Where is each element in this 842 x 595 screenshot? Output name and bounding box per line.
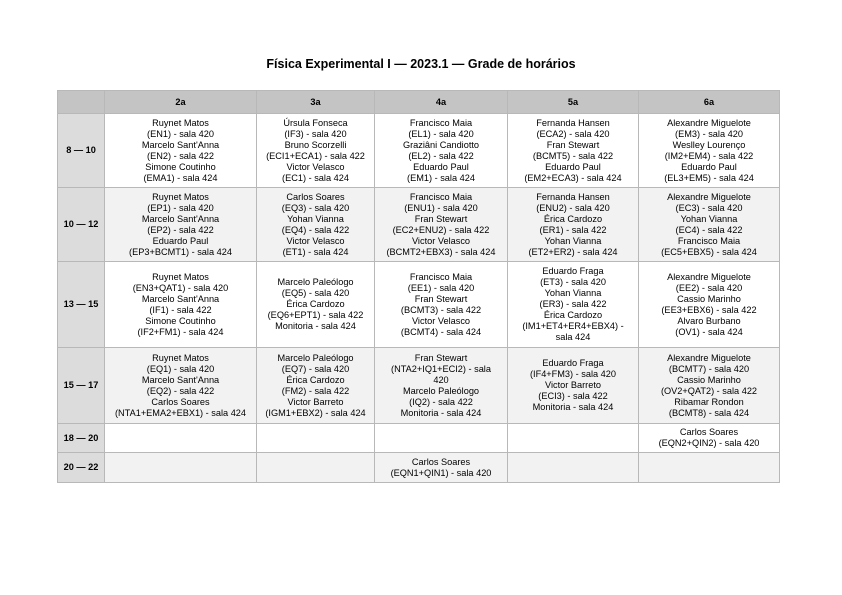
time-slot-row	[58, 424, 780, 453]
class-entry-line: Marcelo Sant'Anna	[141, 139, 220, 150]
schedule-cell	[375, 262, 508, 348]
class-entry-line: (IM1+ET4+ER4+EBX4) -	[522, 321, 624, 331]
schedule-cell	[105, 453, 257, 483]
class-entry-line: (IGM1+EBX2) - sala 424	[265, 407, 366, 418]
class-entry-line: Victor Velasco	[411, 235, 471, 246]
class-entry-line: (EQ2) - sala 422	[146, 385, 215, 396]
time-slot-label: 10 — 12	[58, 188, 105, 262]
class-entry-line: (BCMT4) - sala 424	[400, 326, 482, 337]
class-entry-line: (EC2+ENU2) - sala 422	[392, 224, 490, 235]
schedule-cell	[508, 424, 639, 453]
class-entry-line: (EM1) - sala 424	[407, 172, 475, 183]
time-slot-row	[58, 188, 780, 262]
class-entry-line: (EN2) - sala 422	[147, 150, 214, 161]
schedule-cell	[508, 348, 639, 424]
class-entry-line: (IF2+FM1) - sala 424	[137, 326, 224, 337]
class-entry-line: (ER1) - sala 422	[539, 224, 607, 235]
schedule-table	[57, 90, 780, 483]
class-entry-line: (OV2+QAT2) - sala 422	[660, 385, 758, 396]
class-entry-line: Carlos Soares	[286, 191, 345, 202]
class-entry-line: (ER3) - sala 422	[539, 299, 607, 309]
time-slot-row	[58, 453, 780, 483]
time-slot-label: 15 — 17	[58, 348, 105, 424]
time-slot-row	[58, 114, 780, 188]
class-entry-line: Victor Velasco	[286, 235, 345, 246]
day-header: 6a	[639, 91, 780, 114]
class-entry-line: (EE3+EBX6) - sala 422	[661, 304, 757, 315]
class-entry-line: (NTA2+IQ1+ECI2) - sala	[391, 363, 491, 374]
class-entry-line: (EE1) - sala 420	[407, 282, 475, 293]
class-entry-line: (IQ2) - sala 422	[409, 396, 473, 407]
class-entry-line: Cassio Marinho	[677, 293, 741, 304]
class-entry-line: Ribamar Rondon	[674, 396, 744, 407]
day-header: 4a	[375, 91, 508, 114]
class-entry-line: (ET1) - sala 424	[282, 246, 349, 257]
class-entry-line: (ENU2) - sala 420	[536, 202, 610, 213]
class-entry-line: Fernanda Hansen	[536, 191, 610, 202]
schedule-cell	[105, 262, 257, 348]
class-entry-line: (BCMT8) - sala 424	[668, 407, 750, 418]
schedule-cell	[257, 348, 375, 424]
class-entry-line: Monitoria - sala 424	[275, 321, 356, 331]
class-entry-line: (EN3+QAT1) - sala 420	[132, 282, 229, 293]
schedule-cell	[375, 424, 508, 453]
schedule-cell	[375, 114, 508, 188]
class-entry-line: (BCMT3) - sala 422	[400, 304, 482, 315]
schedule-cell	[639, 348, 780, 424]
schedule-cell	[105, 348, 257, 424]
class-entry-line: (EQ7) - sala 420	[281, 363, 350, 374]
schedule-cell	[508, 262, 639, 348]
class-entry-line: (EM2+ECA3) - sala 424	[524, 172, 622, 183]
class-entry-line: (EL1) - sala 420	[408, 128, 474, 139]
class-entry-line: Victor Barreto	[287, 396, 344, 407]
class-entry-line: Weslley Lourenço	[672, 139, 746, 150]
day-header: 5a	[508, 91, 639, 114]
class-entry-line: Ruynet Matos	[152, 352, 209, 363]
header-row	[58, 91, 780, 114]
schedule-cell	[375, 348, 508, 424]
page-title: Física Experimental I — 2023.1 — Grade de horários	[266, 57, 576, 71]
class-entry-line: Fran Stewart	[546, 139, 600, 150]
class-entry-line: (EN1) - sala 420	[147, 128, 214, 139]
class-entry-line: Marcelo Paleólogo	[277, 277, 354, 287]
class-entry-line: Cassio Marinho	[677, 374, 741, 385]
class-entry-line: Marcelo Sant'Anna	[141, 293, 220, 304]
schedule-cell	[105, 424, 257, 453]
class-entry-line: Francisco Maia	[409, 271, 473, 282]
class-entry-line: (EC5+EBX5) - sala 424	[661, 246, 757, 257]
class-entry-line: Fran Stewart	[414, 293, 468, 304]
class-entry-line: Victor Velasco	[411, 315, 471, 326]
class-entry-line: Marcelo Sant'Anna	[141, 213, 220, 224]
class-entry-line: Eduardo Paul	[681, 161, 737, 172]
schedule-cell	[639, 262, 780, 348]
class-entry-line: Francisco Maia	[677, 235, 741, 246]
class-entry-line: Fran Stewart	[414, 213, 468, 224]
schedule-cell	[639, 114, 780, 188]
class-entry-line: (ECI1+ECA1) - sala 422	[266, 150, 365, 161]
class-entry-line: Monitoria - sala 424	[400, 407, 482, 418]
class-entry-line: (EC3) - sala 420	[675, 202, 743, 213]
class-entry-line: Alvaro Burbano	[677, 315, 741, 326]
class-entry-line: Érica Cardozo	[286, 374, 345, 385]
class-entry-line: Yohan Vianna	[287, 213, 344, 224]
class-entry-line: (IM2+EM4) - sala 422	[664, 150, 754, 161]
schedule-cell	[639, 188, 780, 262]
class-entry-line: (EE2) - sala 420	[675, 282, 743, 293]
class-entry-line: (EP1) - sala 420	[147, 202, 214, 213]
class-entry-line: (EQN2+QIN2) - sala 420	[658, 438, 760, 448]
class-entry-line: (EQ5) - sala 420	[281, 288, 350, 298]
class-entry-line: (ENU1) - sala 420	[404, 202, 478, 213]
class-entry-line: (EMA1) - sala 424	[143, 172, 218, 183]
schedule-cell	[508, 453, 639, 483]
schedule-cell	[375, 188, 508, 262]
class-entry-line: Bruno Scorzelli	[284, 139, 347, 150]
class-entry-line: Yohan Vianna	[680, 213, 738, 224]
time-slot-label: 13 — 15	[58, 262, 105, 348]
class-entry-line: Érica Cardozo	[543, 310, 603, 320]
class-entry-line: (EP3+BCMT1) - sala 424	[129, 246, 232, 257]
day-header: 2a	[105, 91, 257, 114]
time-slot-label: 8 — 10	[58, 114, 105, 188]
time-slot-row	[58, 348, 780, 424]
class-entry-line: Simone Coutinho	[145, 315, 216, 326]
schedule-cell	[257, 262, 375, 348]
class-entry-line: (ECA2) - sala 420	[536, 128, 610, 139]
class-entry-line: Alexandre Miguelote	[667, 352, 751, 363]
class-entry-line: Eduardo Paul	[152, 235, 209, 246]
schedule-cell	[257, 424, 375, 453]
class-entry-line: Eduardo Paul	[413, 161, 469, 172]
class-entry-line: Simone Coutinho	[145, 161, 216, 172]
class-entry-line: (IF4+FM3) - sala 420	[529, 369, 617, 379]
class-entry-line: Victor Velasco	[286, 161, 345, 172]
class-entry-line: Ruynet Matos	[152, 191, 209, 202]
class-entry-line: Fernanda Hansen	[536, 117, 610, 128]
day-header: 3a	[257, 91, 375, 114]
class-entry-line: Carlos Soares	[151, 396, 210, 407]
class-entry-line: Úrsula Fonseca	[283, 117, 348, 128]
class-entry-line: (EQ3) - sala 420	[281, 202, 350, 213]
class-entry-line: Marcelo Sant'Anna	[141, 374, 220, 385]
class-entry-line: (FM2) - sala 422	[281, 385, 350, 396]
class-entry-line: Eduardo Paul	[545, 161, 601, 172]
class-entry-line: Monitoria - sala 424	[532, 402, 614, 412]
class-entry-line: Marcelo Paleólogo	[277, 352, 354, 363]
class-entry-line: (EP2) - sala 422	[147, 224, 214, 235]
class-entry-line: (IF3) - sala 420	[284, 128, 347, 139]
class-entry-line: Alexandre Miguelote	[667, 191, 751, 202]
class-entry-line: (ET2+ER2) - sala 424	[528, 246, 618, 257]
class-entry-line: Alexandre Miguelote	[667, 117, 751, 128]
class-entry-line: (OV1) - sala 424	[675, 326, 743, 337]
class-entry-line: (EM3) - sala 420	[675, 128, 743, 139]
class-entry-line: (ECI3) - sala 422	[538, 391, 608, 401]
class-entry-line: Yohan Vianna	[544, 235, 602, 246]
class-entry-line: Eduardo Fraga	[542, 358, 604, 368]
class-entry-line: (NTA1+EMA2+EBX1) - sala 424	[114, 407, 247, 418]
schedule-cell	[508, 188, 639, 262]
schedule-cell	[257, 188, 375, 262]
class-entry-line: (ET3) - sala 420	[540, 277, 606, 287]
class-entry-line: Eduardo Fraga	[542, 266, 604, 276]
schedule-cell	[508, 114, 639, 188]
class-entry-line: (BCMT7) - sala 420	[668, 363, 750, 374]
time-slot-row	[58, 262, 780, 348]
class-entry-line: Yohan Vianna	[544, 288, 602, 298]
class-entry-line: (EQ6+EPT1) - sala 422	[267, 310, 364, 320]
class-entry-line: (EL2) - sala 422	[408, 150, 474, 161]
class-entry-line: (EC4) - sala 422	[675, 224, 743, 235]
class-entry-line: (EQ1) - sala 420	[146, 363, 215, 374]
class-entry-line: (EQ4) - sala 422	[281, 224, 350, 235]
schedule-cell	[105, 114, 257, 188]
class-entry-line: (IF1) - sala 422	[149, 304, 212, 315]
schedule-cell	[257, 453, 375, 483]
class-entry-line: Marcelo Paleólogo	[402, 385, 480, 396]
time-slot-label: 18 — 20	[58, 424, 105, 453]
schedule-cell	[639, 424, 780, 453]
schedule-cell	[105, 188, 257, 262]
class-entry-line: Fran Stewart	[414, 352, 468, 363]
class-entry-line: Carlos Soares	[411, 456, 471, 467]
class-entry-line: Ruynet Matos	[152, 117, 209, 128]
class-entry-line: Érica Cardozo	[543, 213, 603, 224]
schedule-cell	[257, 114, 375, 188]
class-entry-line: Érica Cardozo	[286, 299, 345, 309]
class-entry-line: 420	[433, 374, 449, 385]
class-entry-line: Francisco Maia	[409, 191, 473, 202]
corner-cell	[58, 91, 105, 114]
class-entry-line: Francisco Maia	[409, 117, 473, 128]
class-entry-line: Ruynet Matos	[152, 271, 209, 282]
class-entry-line: Alexandre Miguelote	[667, 271, 751, 282]
class-entry-line: sala 424	[555, 332, 591, 342]
class-entry-line: (BCMT2+EBX3) - sala 424	[386, 246, 496, 257]
class-entry-line: Victor Barreto	[545, 380, 601, 390]
class-entry-line: (EC1) - sala 424	[282, 172, 349, 183]
class-entry-line: (BCMT5) - sala 422	[532, 150, 614, 161]
schedule-cell	[375, 453, 508, 483]
class-entry-line: (EQN1+QIN1) - sala 420	[390, 467, 492, 478]
class-entry-line: (EL3+EM5) - sala 424	[664, 172, 754, 183]
time-slot-label: 20 — 22	[58, 453, 105, 483]
class-entry-line: Graziâni Candiotto	[402, 139, 480, 150]
schedule-cell	[639, 453, 780, 483]
class-entry-line: Carlos Soares	[679, 427, 739, 437]
